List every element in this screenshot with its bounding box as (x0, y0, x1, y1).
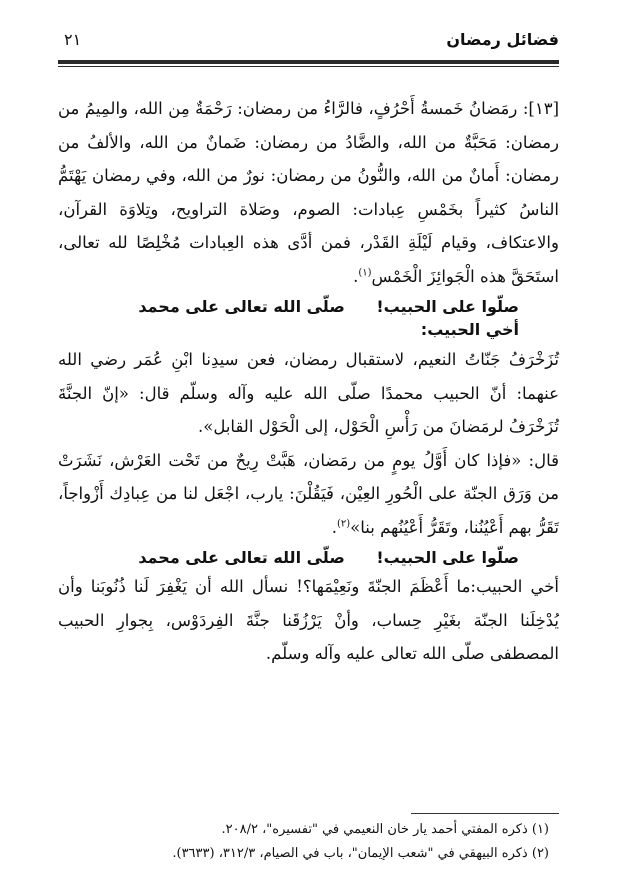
header-rule-thin (58, 66, 559, 67)
paragraph-ramadan-letters: [١٣]: رمَضانُ خَمسةُ أَحْرُفٍ، فالرَّاءُ من رمضان: رَحْمَةٌ مِن الله، والمِيمُ من رمضان: مَحَبَّةٌ من الله، والضَّادُ من رمضان: ضَمانٌ من الله، والألفُ من رمضان: أَمانٌ من الله، والنُّونُ من رمضان: نورٌ من الله، وفي رمضان يَهْتَمُّ الناسُ كثيراً بخَمْسِ عِبادات: الصوم، وصَلاة التراويح، وتِلاوَة القرآن، والاعتكاف، وقيام لَيْلَةِ القَدْر، فمن أدَّى هذه العِبادات مُخْلِصًا لله تعالى، استَحَقَّ هذه الْجَوائِزَ الْخَمْس$^{(١)}$. (58, 99, 559, 286)
salutation-call: صلّوا على الحبيب! (376, 297, 519, 316)
paragraph-first-day (58, 444, 559, 545)
salutation-call: صلّوا على الحبيب! (376, 548, 519, 567)
footnote-1: (١) ذكره المفتي أحمد يار خان النعيمي في "تفسيره"، ٢٠٨/٢. (221, 822, 549, 837)
paragraph-end: . (331, 517, 337, 537)
footnotes (58, 818, 559, 866)
salutation-response: صلّى الله تعالى على محمد (138, 297, 345, 316)
footnote-ref-1: (١) (358, 267, 372, 278)
header-rule-thick (58, 60, 559, 64)
page-number: ٢١ (64, 30, 82, 49)
paragraph-text: [١٣]: رمَضانُ خَمسةُ أَحْرُفٍ، فالرَّاءُ من رمضان: رَحْمَةٌ مِن الله، والمِيمُ من رمضان: مَحَبَّةٌ من الله، والضَّادُ من رمضان: ضَمانٌ من الله، والألفُ من رمضان: أَمانٌ من الله، والنُّونُ من رمضان: نورٌ من الله، وفي رمضان يَهْتَمُّ الناسُ كثيراً بخَمْسِ عِبادات: الصوم، وصَلاة التراويح، وتِلاوَة القرآن، والاعتكاف، وقيام لَيْلَةِ القَدْر، فمن أدَّى هذه العِبادات مُخْلِصًا لله تعالى، استَحَقَّ هذه الْجَوائِزَ الْخَمْس (58, 99, 559, 286)
paragraph-closing-prayer: أخي الحبيب:ما أَعْظَمَ الجنّةَ ونَعِيْمَها؟! نسأل الله أن يَغْفِرَ لَنا ذُنُوبَنا وأن يُدْخِلَنا الجنّة بغَيْرِ حِساب، وأنْ يَرْزُقَنا جنَّةَ الفِردَوْس، بِجوارِ الحبيب المصطفى صلّى الله تعالى عليه وآله وسلّم. (58, 577, 559, 663)
footnote-rule (411, 813, 559, 814)
running-title: فضائل رمضان (446, 30, 559, 49)
page-header (58, 26, 559, 60)
paragraph-text: قال: «فإذا كان أَوَّلُ يومٍ من رمَضان، هَبَّتْ رِيحٌ من تَحْت العَرْش، نَشَرَتْ من وَرَق الجنّة على الْحُورِ العِيْن، فَيَقُلْنَ: يارب، اجْعَل لنا من عِبادِك أَزْواجاً، تَقَرُّ بهم أَعْيُنُنا، وتَقَرُّ أَعْيُنُهم بنا» (58, 450, 559, 537)
page-body (58, 92, 559, 671)
footnote-ref-2: (٢) (336, 518, 351, 529)
salutation-line (58, 295, 559, 319)
salutation-response: صلّى الله تعالى على محمد (138, 548, 345, 567)
section-heading: أخي الحبيب: (420, 320, 519, 339)
paragraph-paradise-adorned: تُزَخْرَفُ جَنّاتُ النعيم، لاستقبال رمضان، فعن سيدِنا ابْنِ عُمَر رضي الله عنهما: أنّ الحبيب محمدًا صلّى الله عليه وآله وسلّم قال: «إنّ الجنَّةَ تُزَخْرَفُ لرمَضانَ من رَأْسِ الْحَوْل، إلى الْحَوْل القابل». (58, 350, 559, 436)
salutation-line (58, 546, 559, 570)
footnote-2: (٢) ذكره البيهقي في "شعب الإيمان"، باب في الصيام، ٣١٢/٣، (٣٦٣٣). (172, 846, 549, 861)
